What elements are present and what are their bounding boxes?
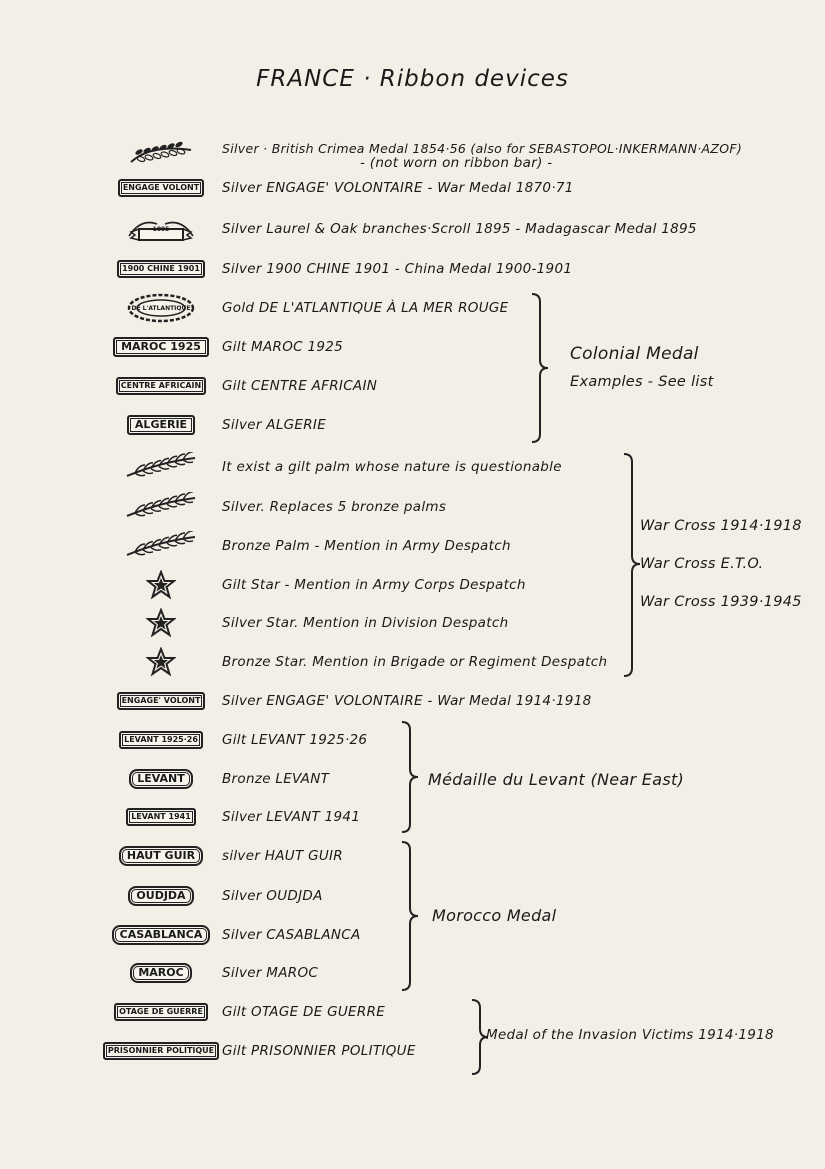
crimea-note: - (not worn on ribbon bar) -	[360, 155, 553, 171]
device-description: Silver CASABLANCA	[222, 927, 361, 943]
palm-icon	[108, 452, 214, 482]
invasion-label: Medal of the Invasion Victims 1914·1918	[486, 1027, 774, 1043]
ribbon-bar-icon	[108, 332, 214, 362]
ribbon-bar-label: MAROC 1925	[113, 337, 209, 357]
device-description: Gilt CENTRE AFRICAIN	[222, 378, 378, 394]
laurel-scroll-icon	[108, 214, 214, 244]
ribbon-bar-icon	[108, 881, 214, 911]
device-row	[0, 173, 825, 203]
colonial-label-2: Examples - See list	[570, 374, 714, 390]
star-icon	[108, 570, 214, 600]
device-description: Silver ENGAGE' VOLONTAIRE - War Medal 1914·1918	[222, 693, 592, 709]
laurel-branch-icon-graphic	[121, 136, 201, 166]
device-description: Silver Star. Mention in Division Despatch	[222, 615, 509, 631]
star-icon	[108, 647, 214, 677]
ribbon-bar-label: LEVANT 1941	[126, 808, 196, 826]
star-icon-graphic	[146, 647, 176, 677]
device-description: silver HAUT GUIR	[222, 848, 343, 864]
ribbon-bar-icon	[108, 920, 214, 950]
device-description: Silver ALGERIE	[222, 417, 327, 433]
device-row	[0, 410, 825, 440]
ribbon-bar-icon	[108, 173, 214, 203]
war-cross-label-3: War Cross 1939·1945	[640, 594, 802, 610]
device-row	[0, 452, 825, 482]
device-description: Silver LEVANT 1941	[222, 809, 361, 825]
levant-label: Médaille du Levant (Near East)	[428, 770, 685, 789]
device-row	[0, 214, 825, 244]
ribbon-bar-label: ALGERIE	[127, 415, 195, 435]
device-description: Gilt MAROC 1925	[222, 339, 344, 355]
device-description: Silver. Replaces 5 bronze palms	[222, 499, 447, 515]
device-row	[0, 647, 825, 677]
morocco-brace	[398, 840, 422, 992]
ribbon-bar-icon	[108, 997, 214, 1027]
palm-icon-graphic	[121, 492, 201, 522]
device-row	[0, 293, 825, 323]
ribbon-bar-label: MAROC	[130, 963, 191, 983]
device-description: It exist a gilt palm whose nature is questionable	[222, 459, 562, 475]
ribbon-bar-icon	[108, 371, 214, 401]
morocco-label: Morocco Medal	[432, 906, 557, 925]
device-description: Gilt LEVANT 1925·26	[222, 732, 368, 748]
ribbon-bar-icon	[108, 410, 214, 440]
ribbon-bar-icon	[108, 254, 214, 284]
ribbon-bar-icon	[108, 802, 214, 832]
ribbon-bar-label: 1900 CHINE 1901	[117, 260, 205, 278]
device-description: Silver 1900 CHINE 1901 - China Medal 1900-1901	[222, 261, 573, 277]
ribbon-bar-icon	[108, 686, 214, 716]
colonial-label-1: Colonial Medal	[570, 344, 699, 364]
palm-icon-graphic	[121, 452, 201, 482]
ribbon-bar-label: CENTRE AFRICAIN	[116, 377, 206, 395]
palm-icon-graphic	[121, 531, 201, 561]
ribbon-bar-label: HAUT GUIR	[119, 846, 203, 866]
ribbon-bar-label: ENGAGE VOLONT	[118, 179, 204, 197]
levant-brace	[398, 720, 422, 834]
device-description: Bronze Star. Mention in Brigade or Regiment Despatch	[222, 654, 608, 670]
ribbon-bar-label: CASABLANCA	[112, 925, 211, 945]
device-description: Silver · British Crimea Medal 1854·56 (also for SEBASTOPOL·INKERMANN·AZOF)	[222, 141, 743, 156]
war-cross-label-2: War Cross E.T.O.	[640, 556, 764, 572]
device-inscription: 1895	[152, 225, 170, 233]
device-description: Silver ENGAGE' VOLONTAIRE - War Medal 1870·71	[222, 180, 574, 196]
device-description: Gilt OTAGE DE GUERRE	[222, 1004, 386, 1020]
device-description: Bronze Palm - Mention in Army Despatch	[222, 538, 511, 554]
ribbon-bar-icon	[108, 1036, 214, 1066]
device-row	[0, 686, 825, 716]
ribbon-bar-label: ENGAGE' VOLONT	[117, 692, 206, 710]
device-description: Gilt Star - Mention in Army Corps Despatch	[222, 577, 526, 593]
colonial-brace	[528, 292, 552, 444]
star-icon-graphic	[146, 570, 176, 600]
star-icon	[108, 608, 214, 638]
device-row	[0, 332, 825, 362]
ribbon-bar-label: LEVANT 1925·26	[119, 731, 203, 749]
ribbon-bar-icon	[108, 958, 214, 988]
laurel-branch-icon	[108, 136, 214, 166]
ribbon-bar-icon	[108, 841, 214, 871]
ribbon-bar-label: PRISONNIER POLITIQUE	[103, 1042, 219, 1060]
device-description: Bronze LEVANT	[222, 771, 330, 787]
device-inscription: DE L'ATLANTIQUE	[131, 304, 191, 312]
palm-icon	[108, 531, 214, 561]
device-description: Gold DE L'ATLANTIQUE À LA MER ROUGE	[222, 300, 509, 316]
device-description: Silver Laurel & Oak branches·Scroll 1895 - Madagascar Medal 1895	[222, 221, 697, 237]
star-icon-graphic	[146, 608, 176, 638]
ribbon-bar-icon	[108, 764, 214, 794]
device-row	[0, 254, 825, 284]
device-description: Silver MAROC	[222, 965, 319, 981]
war-cross-label-1: War Cross 1914·1918	[640, 518, 802, 534]
ribbon-bar-label: OTAGE DE GUERRE	[114, 1003, 208, 1021]
ribbon-bar-label: OUDJDA	[128, 886, 193, 906]
wreath-icon	[108, 293, 214, 323]
ribbon-bar-label: LEVANT	[129, 769, 193, 789]
device-row	[0, 997, 825, 1027]
page-title: FRANCE · Ribbon devices	[256, 66, 569, 92]
ribbon-bar-icon	[108, 725, 214, 755]
palm-icon	[108, 492, 214, 522]
device-description: Silver OUDJDA	[222, 888, 323, 904]
device-row	[0, 608, 825, 638]
device-description: Gilt PRISONNIER POLITIQUE	[222, 1043, 416, 1059]
